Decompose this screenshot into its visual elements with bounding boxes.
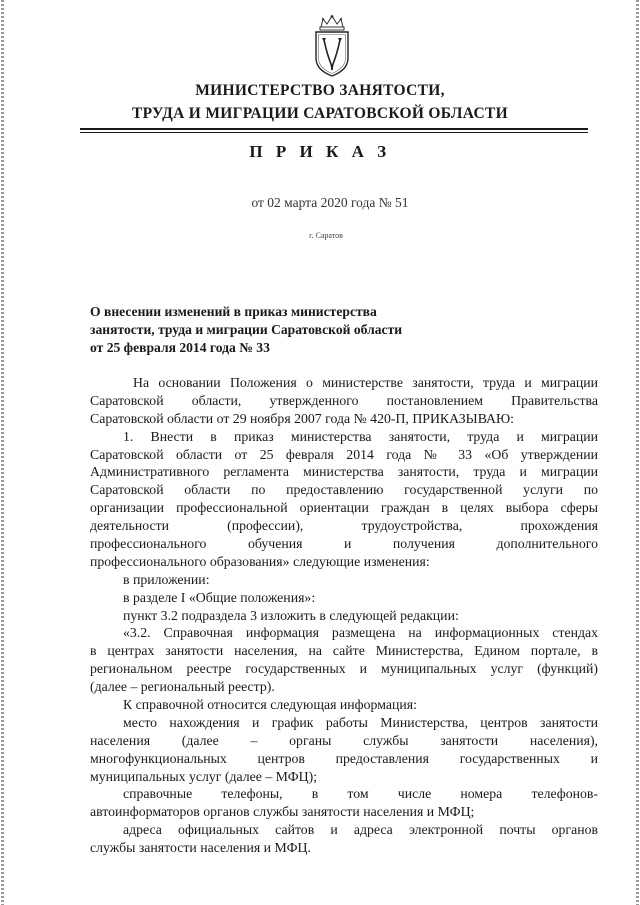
body-line: деятельности (профессии), трудоустройства, прохождения xyxy=(90,518,598,534)
body-line: профессионального образования» следующие изменения: xyxy=(90,553,430,569)
body-line: пункт 3.2 подраздела 3 изложить в следующей редакции: xyxy=(123,607,459,623)
body-line: в приложении: xyxy=(123,571,210,587)
ministry-name-line1: МИНИСТЕРСТВО ЗАНЯТОСТИ, xyxy=(195,82,445,99)
body-line: справочные телефоны, в том числе номера телефонов- xyxy=(123,786,598,802)
body-line: автоинформаторов органов службы занятости населения и МФЦ; xyxy=(90,804,475,820)
body-line: место нахождения и график работы Министерства, центров занятости xyxy=(123,714,598,730)
header-rule-thin xyxy=(80,132,588,133)
body-line: Саратовской области, утвержденного постановлением Правительства xyxy=(90,392,598,408)
body-line: организации профессиональной ориентации граждан в целях выбора сферы xyxy=(90,500,598,516)
document-date-number: от 02 марта 2020 года № 51 xyxy=(251,195,409,210)
body-line: Саратовской области от 25 февраля 2014 года № 33 «Об утверждении xyxy=(90,446,598,462)
document-body xyxy=(90,374,598,857)
body-line: в центрах занятости населения, на сайте Министерства, Едином портале, в xyxy=(90,643,598,659)
body-line: в разделе I «Общие положения»: xyxy=(123,589,316,605)
document-city: г. Саратов xyxy=(309,231,343,240)
body-line: Административного регламента министерства занятости, труда и миграции xyxy=(90,464,598,480)
subject-line: занятости, труда и миграции Саратовской области xyxy=(90,322,403,337)
body-line: На основании Положения о министерстве занятости, труда и миграции xyxy=(133,375,598,390)
body-line: (далее – региональный реестр). xyxy=(90,679,275,695)
page-edge-left xyxy=(1,0,4,905)
document-type-title: П Р И К А З xyxy=(249,142,391,161)
page-edge-right xyxy=(636,0,639,905)
saratov-coat-of-arms-icon xyxy=(309,14,355,78)
header-rule-thick xyxy=(80,128,588,130)
body-line: Саратовской области по предоставлению государственной услуги по xyxy=(90,482,598,498)
document-subject xyxy=(90,303,402,357)
body-line: многофункциональных центров предоставления государственных и xyxy=(90,750,598,766)
body-line: К справочной относится следующая информация: xyxy=(123,697,417,713)
body-line: «3.2. Справочная информация размещена на информационных стендах xyxy=(123,625,598,641)
body-line: муниципальных услуг (далее – МФЦ); xyxy=(90,768,318,784)
body-line: 1. Внести в приказ министерства занятости, труда и миграции xyxy=(123,428,598,444)
subject-line: от 25 февраля 2014 года № 33 xyxy=(90,340,270,355)
body-line: населения (далее – органы службы занятости населения), xyxy=(90,732,598,748)
ministry-name-line2: ТРУДА И МИГРАЦИИ САРАТОВСКОЙ ОБЛАСТИ xyxy=(132,105,508,122)
subject-line: О внесении изменений в приказ министерства xyxy=(90,304,377,319)
body-line: региональном реестре государственных и муниципальных услуг (функций) xyxy=(90,661,598,677)
body-line: адреса официальных сайтов и адреса электронной почты органов xyxy=(123,822,598,838)
body-line: службы занятости населения и МФЦ. xyxy=(90,840,311,856)
body-line: Саратовской области от 29 ноября 2007 года № 420-П, ПРИКАЗЫВАЮ: xyxy=(90,410,515,426)
body-line: профессионального обучения и получения дополнительного xyxy=(90,536,598,552)
